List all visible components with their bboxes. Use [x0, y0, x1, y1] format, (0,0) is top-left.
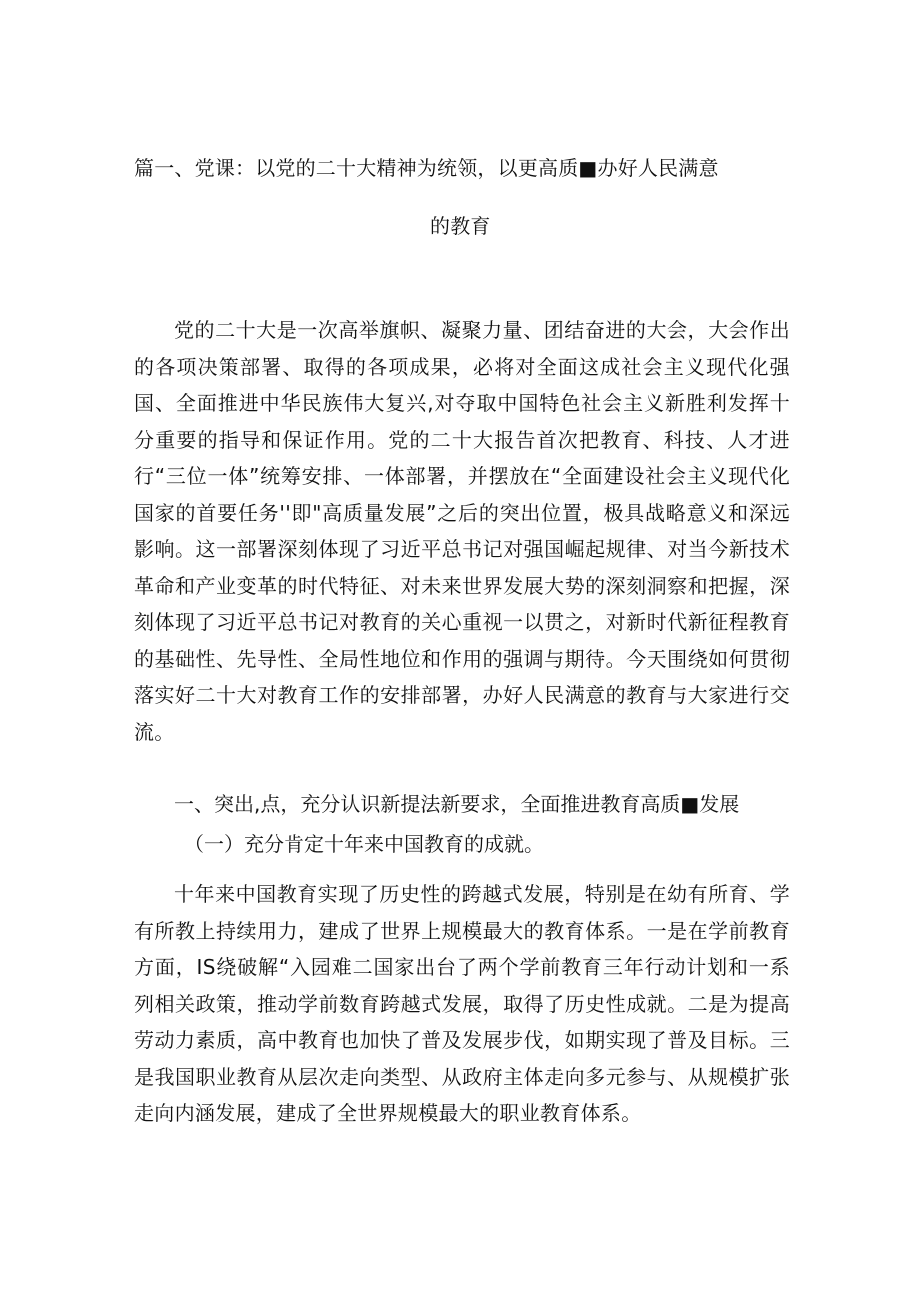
- body-paragraph-achievements: 十年来中国教育实现了历史性的跨越式发展，特别是在幼有所育、学有所教上持续用力，建成了世界上规模最大的教育体系。一是在学前教育方面，IS绕破解“入园难二国家出台了两个学前教育三年行动计划和一系列相关政策，推动学前数育跨越式发展，取得了历史性成就。二是为提高劳动力素质，高中教育也加快了普及发展步伐，如期实现了普及目标。三是我国职业教育从层次走向类型、从政府主体走向多元参与、从规模扩张走向内涵发展，建成了全世界规模最大的职业教育体系。: [134, 882, 790, 1125]
- body-paragraph-intro: 党的二十大是一次高举旗帜、凝聚力量、团结奋进的大会，大会作出的各项决策部署、取得的各项成果，必将对全面这成社会主义现代化强国、全面推进中华民族伟大复兴,对夺取中国特色社会主义新胜利发挥十分重要的指导和保证作用。党的二十大报告首次把教育、科技、人才进行“三位一体”统筹安排、一体部署，并摆放在“全面建设社会主义现代化国家的首要任务''即"高质量发展”之后的突出位置，极具战略意义和深远影响。这一部署深刻体现了习近平总书记对强国崛起规律、对当今新技术革命和产业变革的时代特征、对未来世界发展大势的深刻洞察和把握，深刻体现了习近平总书记对教育的关心重视一以贯之，对新时代新征程教育的基础性、先导性、全局性地位和作用的强调与期待。今天围绕如何贯彻落实好二十大对教育工作的安排部署，办好人民满意的教育与大家进行交流。: [134, 318, 790, 744]
- document-title-line-2: 的教育: [430, 214, 491, 238]
- subsection-heading-1: （一）充分肯定十年来中国教育的成就。: [184, 832, 544, 856]
- document-title-line-1: 篇一、党课：以党的二十大精神为统领，以更高质■办好人民满意: [134, 156, 719, 180]
- section-heading-1: 一、突出,点，充分认识新提法新要求，全面推进教育高质■发展: [174, 792, 740, 816]
